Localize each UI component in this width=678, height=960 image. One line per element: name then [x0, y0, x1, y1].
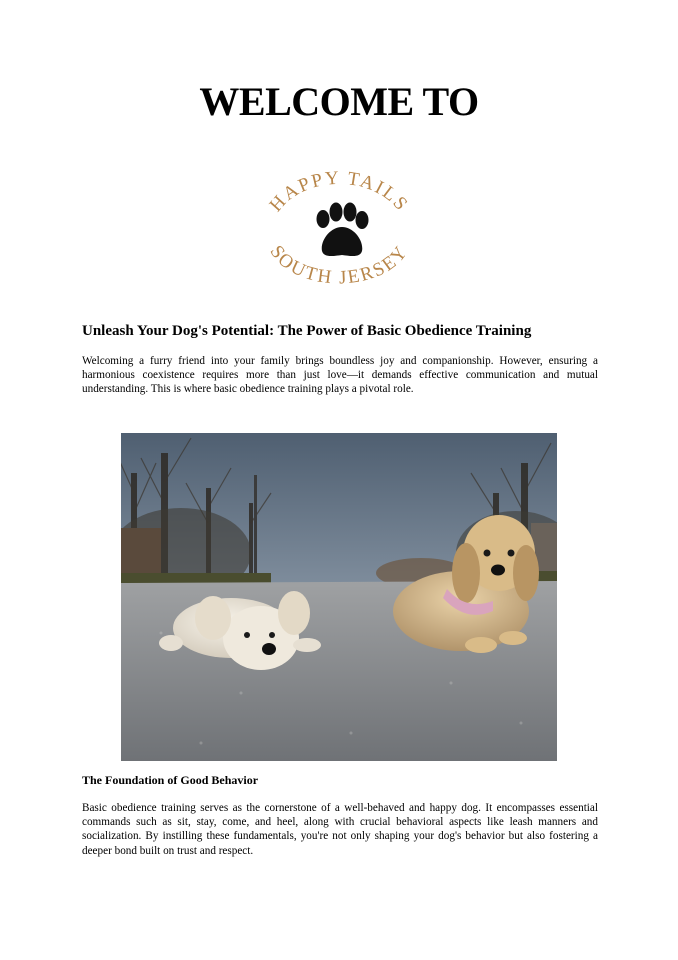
intro-paragraph: Welcoming a furry friend into your family brings boundless joy and companionship. However, ensuring a harmonious coexistence requires more than just love—it demands effective communication and mutual understanding. This is where basic obedience training plays a pivotal role.: [82, 355, 598, 396]
logo-bottom-text: SOUTH JERSEY: [265, 241, 413, 289]
logo-graphic: [250, 165, 425, 297]
happy-tails-logo: [250, 165, 425, 297]
section-heading: The Foundation of Good Behavior: [82, 773, 259, 787]
photo-graphic: [121, 433, 557, 761]
paw-print-icon: [317, 203, 369, 257]
section-paragraph: Basic obedience training serves as the cornerstone of a well-behaved and happy dog. It encompasses essential commands such as sit, stay, come, and heel, along with crucial behavioral aspects like leash manners and socialization. By instilling these fundamentals, you're not only shaping your dog's behavior but also fostering a deeper bond built on trust and respect.: [82, 802, 598, 857]
page-title: WELCOME TO: [199, 79, 479, 124]
logo-top-text: HAPPY TAILS: [265, 167, 413, 216]
article-heading: Unleash Your Dog's Potential: The Power of Basic Obedience Training: [82, 323, 532, 339]
two-dogs-on-road-photo: [121, 433, 557, 761]
